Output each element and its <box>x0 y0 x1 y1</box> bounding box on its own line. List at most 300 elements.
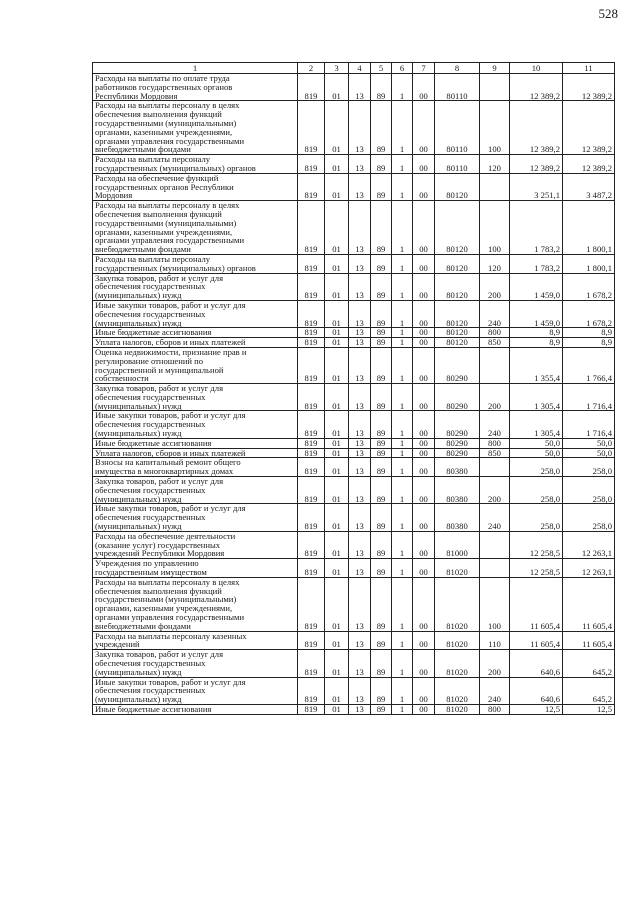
code-section-cell: 01 <box>325 677 349 704</box>
row-name-cell: Закупка товаров, работ и услуг для обеспечения государственных (муниципальных) нужд <box>93 477 298 504</box>
row-name-cell: Взносы на капитальный ремонт общего имущества в многоквартирных домах <box>93 458 298 477</box>
row-name-cell: Уплата налогов, сборов и иных платежей <box>93 448 298 458</box>
amount-year-2-cell: 12 389,2 <box>563 101 615 155</box>
row-name-cell: Иные бюджетные ассигнования <box>93 704 298 714</box>
table-header-row <box>93 63 615 74</box>
code-type-cell: 100 <box>480 577 510 631</box>
code-subprogram-cell: 1 <box>392 74 413 101</box>
amount-year-2-cell: 50,0 <box>563 448 615 458</box>
code-direction-cell: 00 <box>413 254 435 273</box>
amount-year-1-cell: 12 389,2 <box>510 74 563 101</box>
code-type-cell: 120 <box>480 155 510 174</box>
row-name-cell: Закупка товаров, работ и услуг для обеспечения государственных (муниципальных) нужд <box>93 273 298 300</box>
row-name-cell: Иные закупки товаров, работ и услуг для обеспечения государственных (муниципальных) нужд <box>93 677 298 704</box>
code-program-cell: 89 <box>371 411 392 438</box>
code-expense-cell: 80380 <box>435 504 480 531</box>
code-subprogram-cell: 1 <box>392 704 413 714</box>
row-name-cell: Уплата налогов, сборов и иных платежей <box>93 338 298 348</box>
code-expense-cell: 80120 <box>435 173 480 200</box>
amount-year-2-cell: 645,2 <box>563 650 615 677</box>
code-expense-cell: 81020 <box>435 559 480 578</box>
amount-year-2-cell: 12 389,2 <box>563 74 615 101</box>
code-type-cell: 100 <box>480 201 510 255</box>
amount-year-2-cell: 11 605,4 <box>563 577 615 631</box>
code-section-cell: 01 <box>325 704 349 714</box>
code-direction-cell: 00 <box>413 438 435 448</box>
amount-year-2-cell: 258,0 <box>563 477 615 504</box>
table-row <box>93 384 615 411</box>
code-expense-cell: 80120 <box>435 254 480 273</box>
code-admin-cell: 819 <box>298 328 325 338</box>
code-section-cell: 01 <box>325 577 349 631</box>
header-cell: 2 <box>298 63 325 74</box>
code-admin-cell: 819 <box>298 577 325 631</box>
table-row <box>93 300 615 327</box>
code-program-cell: 89 <box>371 74 392 101</box>
code-admin-cell: 819 <box>298 155 325 174</box>
amount-year-2-cell: 1 678,2 <box>563 273 615 300</box>
code-subsection-cell: 13 <box>349 477 371 504</box>
code-subsection-cell: 13 <box>349 677 371 704</box>
code-admin-cell: 819 <box>298 438 325 448</box>
row-name-cell: Иные бюджетные ассигнования <box>93 438 298 448</box>
code-admin-cell: 819 <box>298 477 325 504</box>
code-expense-cell: 80110 <box>435 155 480 174</box>
code-type-cell: 100 <box>480 101 510 155</box>
amount-year-1-cell: 258,0 <box>510 458 563 477</box>
row-name-cell: Расходы на выплаты персоналу в целях обеспечения выполнения функций государственными (муниципальными) органами, казенными учреждениями, органами управления государственными внебюджетными фондами <box>93 101 298 155</box>
code-program-cell: 89 <box>371 338 392 348</box>
code-section-cell: 01 <box>325 458 349 477</box>
amount-year-1-cell: 640,6 <box>510 677 563 704</box>
code-type-cell <box>480 173 510 200</box>
amount-year-2-cell: 1 800,1 <box>563 254 615 273</box>
code-expense-cell: 80290 <box>435 411 480 438</box>
code-direction-cell: 00 <box>413 347 435 383</box>
table-row <box>93 338 615 348</box>
code-subprogram-cell: 1 <box>392 384 413 411</box>
code-section-cell: 01 <box>325 300 349 327</box>
amount-year-1-cell: 1 783,2 <box>510 201 563 255</box>
code-subprogram-cell: 1 <box>392 101 413 155</box>
table-row <box>93 101 615 155</box>
amount-year-2-cell: 12 263,1 <box>563 531 615 558</box>
row-name-cell: Иные закупки товаров, работ и услуг для обеспечения государственных (муниципальных) нужд <box>93 411 298 438</box>
code-subprogram-cell: 1 <box>392 328 413 338</box>
code-direction-cell: 00 <box>413 155 435 174</box>
code-subsection-cell: 13 <box>349 577 371 631</box>
code-type-cell: 240 <box>480 677 510 704</box>
code-section-cell: 01 <box>325 155 349 174</box>
code-direction-cell: 00 <box>413 101 435 155</box>
code-subprogram-cell: 1 <box>392 173 413 200</box>
code-type-cell: 240 <box>480 300 510 327</box>
amount-year-2-cell: 258,0 <box>563 504 615 531</box>
code-subsection-cell: 13 <box>349 438 371 448</box>
code-subprogram-cell: 1 <box>392 411 413 438</box>
code-type-cell: 240 <box>480 504 510 531</box>
code-expense-cell: 80290 <box>435 448 480 458</box>
code-type-cell <box>480 458 510 477</box>
amount-year-1-cell: 1 459,0 <box>510 300 563 327</box>
code-program-cell: 89 <box>371 201 392 255</box>
amount-year-2-cell: 645,2 <box>563 677 615 704</box>
row-name-cell: Расходы на выплаты по оплате труда работников государственных органов Республики Мордовия <box>93 74 298 101</box>
row-name-cell: Иные закупки товаров, работ и услуг для обеспечения государственных (муниципальных) нужд <box>93 504 298 531</box>
code-type-cell: 120 <box>480 254 510 273</box>
code-section-cell: 01 <box>325 347 349 383</box>
code-program-cell: 89 <box>371 101 392 155</box>
row-name-cell: Расходы на выплаты персоналу государственных (муниципальных) органов <box>93 254 298 273</box>
code-program-cell: 89 <box>371 477 392 504</box>
code-program-cell: 89 <box>371 273 392 300</box>
code-section-cell: 01 <box>325 411 349 438</box>
code-type-cell: 240 <box>480 411 510 438</box>
code-expense-cell: 81020 <box>435 704 480 714</box>
code-direction-cell: 00 <box>413 531 435 558</box>
code-subprogram-cell: 1 <box>392 438 413 448</box>
code-subprogram-cell: 1 <box>392 300 413 327</box>
code-type-cell: 800 <box>480 438 510 448</box>
amount-year-1-cell: 12,5 <box>510 704 563 714</box>
amount-year-1-cell: 50,0 <box>510 448 563 458</box>
code-type-cell <box>480 531 510 558</box>
code-subsection-cell: 13 <box>349 173 371 200</box>
row-name-cell: Расходы на выплаты персоналу в целях обеспечения выполнения функций государственными (муниципальными) органами, казенными учреждениями, органами управления государственными внебюджетными фондами <box>93 201 298 255</box>
code-program-cell: 89 <box>371 458 392 477</box>
code-admin-cell: 819 <box>298 300 325 327</box>
code-type-cell: 850 <box>480 448 510 458</box>
code-subsection-cell: 13 <box>349 384 371 411</box>
code-program-cell: 89 <box>371 384 392 411</box>
code-admin-cell: 819 <box>298 201 325 255</box>
code-program-cell: 89 <box>371 577 392 631</box>
amount-year-2-cell: 11 605,4 <box>563 631 615 650</box>
code-subprogram-cell: 1 <box>392 338 413 348</box>
code-type-cell: 200 <box>480 384 510 411</box>
code-admin-cell: 819 <box>298 411 325 438</box>
code-direction-cell: 00 <box>413 173 435 200</box>
code-subsection-cell: 13 <box>349 411 371 438</box>
row-name-cell: Расходы на обеспечение деятельности (оказание услуг) государственных учреждений Республики Мордовия <box>93 531 298 558</box>
amount-year-1-cell: 640,6 <box>510 650 563 677</box>
code-subsection-cell: 13 <box>349 338 371 348</box>
code-section-cell: 01 <box>325 338 349 348</box>
table-row <box>93 477 615 504</box>
code-type-cell: 110 <box>480 631 510 650</box>
code-program-cell: 89 <box>371 531 392 558</box>
code-admin-cell: 819 <box>298 650 325 677</box>
code-subprogram-cell: 1 <box>392 155 413 174</box>
code-admin-cell: 819 <box>298 559 325 578</box>
code-expense-cell: 80110 <box>435 101 480 155</box>
amount-year-2-cell: 50,0 <box>563 438 615 448</box>
code-subprogram-cell: 1 <box>392 273 413 300</box>
code-program-cell: 89 <box>371 173 392 200</box>
header-cell: 11 <box>563 63 615 74</box>
code-expense-cell: 80120 <box>435 300 480 327</box>
amount-year-2-cell: 3 487,2 <box>563 173 615 200</box>
code-expense-cell: 80120 <box>435 328 480 338</box>
code-subsection-cell: 13 <box>349 254 371 273</box>
amount-year-1-cell: 11 605,4 <box>510 577 563 631</box>
code-subprogram-cell: 1 <box>392 577 413 631</box>
code-subsection-cell: 13 <box>349 559 371 578</box>
code-direction-cell: 00 <box>413 677 435 704</box>
code-subprogram-cell: 1 <box>392 458 413 477</box>
code-section-cell: 01 <box>325 328 349 338</box>
amount-year-2-cell: 8,9 <box>563 338 615 348</box>
code-subsection-cell: 13 <box>349 631 371 650</box>
header-cell: 6 <box>392 63 413 74</box>
amount-year-1-cell: 1 355,4 <box>510 347 563 383</box>
code-section-cell: 01 <box>325 101 349 155</box>
table-row <box>93 155 615 174</box>
amount-year-2-cell: 8,9 <box>563 328 615 338</box>
row-name-cell: Расходы на выплаты персоналу казенных учреждений <box>93 631 298 650</box>
code-program-cell: 89 <box>371 631 392 650</box>
row-name-cell: Учреждения по управлению государственным имуществом <box>93 559 298 578</box>
code-direction-cell: 00 <box>413 273 435 300</box>
code-direction-cell: 00 <box>413 201 435 255</box>
code-subsection-cell: 13 <box>349 101 371 155</box>
amount-year-1-cell: 12 389,2 <box>510 101 563 155</box>
code-admin-cell: 819 <box>298 273 325 300</box>
code-section-cell: 01 <box>325 273 349 300</box>
code-type-cell <box>480 347 510 383</box>
code-direction-cell: 00 <box>413 384 435 411</box>
table-row <box>93 347 615 383</box>
code-type-cell: 800 <box>480 704 510 714</box>
code-subprogram-cell: 1 <box>392 477 413 504</box>
code-subsection-cell: 13 <box>349 448 371 458</box>
code-admin-cell: 819 <box>298 74 325 101</box>
code-subsection-cell: 13 <box>349 201 371 255</box>
amount-year-1-cell: 1 459,0 <box>510 273 563 300</box>
row-name-cell: Расходы на выплаты персоналу государственных (муниципальных) органов <box>93 155 298 174</box>
code-subprogram-cell: 1 <box>392 677 413 704</box>
code-subsection-cell: 13 <box>349 328 371 338</box>
table-row <box>93 74 615 101</box>
code-admin-cell: 819 <box>298 504 325 531</box>
row-name-cell: Расходы на обеспечение функций государственных органов Республики Мордовия <box>93 173 298 200</box>
code-program-cell: 89 <box>371 704 392 714</box>
header-cell: 4 <box>349 63 371 74</box>
code-expense-cell: 80120 <box>435 201 480 255</box>
amount-year-1-cell: 12 258,5 <box>510 531 563 558</box>
code-program-cell: 89 <box>371 650 392 677</box>
code-admin-cell: 819 <box>298 173 325 200</box>
code-subsection-cell: 13 <box>349 504 371 531</box>
code-expense-cell: 80380 <box>435 458 480 477</box>
code-program-cell: 89 <box>371 328 392 338</box>
amount-year-1-cell: 1 305,4 <box>510 411 563 438</box>
code-type-cell <box>480 74 510 101</box>
table-row <box>93 328 615 338</box>
code-admin-cell: 819 <box>298 254 325 273</box>
row-name-cell: Закупка товаров, работ и услуг для обеспечения государственных (муниципальных) нужд <box>93 650 298 677</box>
amount-year-2-cell: 258,0 <box>563 458 615 477</box>
code-program-cell: 89 <box>371 559 392 578</box>
code-subsection-cell: 13 <box>349 300 371 327</box>
code-admin-cell: 819 <box>298 448 325 458</box>
code-section-cell: 01 <box>325 173 349 200</box>
code-direction-cell: 00 <box>413 631 435 650</box>
code-admin-cell: 819 <box>298 384 325 411</box>
code-subprogram-cell: 1 <box>392 531 413 558</box>
code-type-cell: 200 <box>480 477 510 504</box>
page-number: 528 <box>598 6 618 21</box>
code-subprogram-cell: 1 <box>392 201 413 255</box>
table-row <box>93 704 615 714</box>
code-type-cell <box>480 559 510 578</box>
code-type-cell: 200 <box>480 650 510 677</box>
table-row <box>93 559 615 578</box>
code-direction-cell: 00 <box>413 300 435 327</box>
code-subsection-cell: 13 <box>349 458 371 477</box>
code-section-cell: 01 <box>325 201 349 255</box>
amount-year-1-cell: 11 605,4 <box>510 631 563 650</box>
code-admin-cell: 819 <box>298 631 325 650</box>
code-expense-cell: 81020 <box>435 650 480 677</box>
code-program-cell: 89 <box>371 155 392 174</box>
code-expense-cell: 80290 <box>435 347 480 383</box>
code-subsection-cell: 13 <box>349 155 371 174</box>
code-direction-cell: 00 <box>413 559 435 578</box>
table-row <box>93 650 615 677</box>
code-direction-cell: 00 <box>413 704 435 714</box>
table-row <box>93 173 615 200</box>
code-expense-cell: 80110 <box>435 74 480 101</box>
code-section-cell: 01 <box>325 448 349 458</box>
table-row <box>93 677 615 704</box>
amount-year-1-cell: 8,9 <box>510 328 563 338</box>
amount-year-2-cell: 1 678,2 <box>563 300 615 327</box>
header-cell: 3 <box>325 63 349 74</box>
code-expense-cell: 80290 <box>435 438 480 448</box>
code-subprogram-cell: 1 <box>392 631 413 650</box>
code-direction-cell: 00 <box>413 504 435 531</box>
code-expense-cell: 80120 <box>435 338 480 348</box>
code-admin-cell: 819 <box>298 101 325 155</box>
code-direction-cell: 00 <box>413 477 435 504</box>
code-subprogram-cell: 1 <box>392 448 413 458</box>
row-name-cell: Оценка недвижимости, признание прав и регулирование отношений по государственной и муниципальной собственности <box>93 347 298 383</box>
code-section-cell: 01 <box>325 254 349 273</box>
code-program-cell: 89 <box>371 254 392 273</box>
amount-year-2-cell: 12,5 <box>563 704 615 714</box>
row-name-cell: Иные закупки товаров, работ и услуг для обеспечения государственных (муниципальных) нужд <box>93 300 298 327</box>
table-row <box>93 273 615 300</box>
code-admin-cell: 819 <box>298 338 325 348</box>
code-expense-cell: 80120 <box>435 273 480 300</box>
table-row <box>93 504 615 531</box>
code-direction-cell: 00 <box>413 411 435 438</box>
code-direction-cell: 00 <box>413 650 435 677</box>
amount-year-1-cell: 1 305,4 <box>510 384 563 411</box>
code-subsection-cell: 13 <box>349 347 371 383</box>
amount-year-1-cell: 258,0 <box>510 477 563 504</box>
code-subprogram-cell: 1 <box>392 504 413 531</box>
code-admin-cell: 819 <box>298 458 325 477</box>
code-expense-cell: 81020 <box>435 677 480 704</box>
code-section-cell: 01 <box>325 384 349 411</box>
amount-year-1-cell: 12 258,5 <box>510 559 563 578</box>
code-direction-cell: 00 <box>413 338 435 348</box>
amount-year-1-cell: 50,0 <box>510 438 563 448</box>
code-program-cell: 89 <box>371 677 392 704</box>
code-section-cell: 01 <box>325 531 349 558</box>
code-expense-cell: 81000 <box>435 531 480 558</box>
header-cell: 9 <box>480 63 510 74</box>
table-row <box>93 438 615 448</box>
code-subprogram-cell: 1 <box>392 559 413 578</box>
code-expense-cell: 80290 <box>435 384 480 411</box>
code-section-cell: 01 <box>325 438 349 448</box>
code-program-cell: 89 <box>371 504 392 531</box>
code-type-cell: 850 <box>480 338 510 348</box>
code-type-cell: 200 <box>480 273 510 300</box>
row-name-cell: Расходы на выплаты персоналу в целях обеспечения выполнения функций государственными (муниципальными) органами, казенными учреждениями, органами управления государственными внебюджетными фондами <box>93 577 298 631</box>
code-admin-cell: 819 <box>298 531 325 558</box>
code-admin-cell: 819 <box>298 347 325 383</box>
code-type-cell: 800 <box>480 328 510 338</box>
code-section-cell: 01 <box>325 504 349 531</box>
amount-year-2-cell: 1 800,1 <box>563 201 615 255</box>
amount-year-1-cell: 8,9 <box>510 338 563 348</box>
code-subsection-cell: 13 <box>349 273 371 300</box>
code-expense-cell: 81020 <box>435 631 480 650</box>
row-name-cell: Иные бюджетные ассигнования <box>93 328 298 338</box>
code-direction-cell: 00 <box>413 448 435 458</box>
code-subprogram-cell: 1 <box>392 347 413 383</box>
code-subsection-cell: 13 <box>349 74 371 101</box>
header-cell: 8 <box>435 63 480 74</box>
code-program-cell: 89 <box>371 448 392 458</box>
code-direction-cell: 00 <box>413 458 435 477</box>
code-admin-cell: 819 <box>298 704 325 714</box>
amount-year-2-cell: 12 389,2 <box>563 155 615 174</box>
code-program-cell: 89 <box>371 347 392 383</box>
amount-year-2-cell: 1 766,4 <box>563 347 615 383</box>
code-section-cell: 01 <box>325 559 349 578</box>
table-row <box>93 577 615 631</box>
header-cell: 10 <box>510 63 563 74</box>
code-expense-cell: 81020 <box>435 577 480 631</box>
amount-year-1-cell: 258,0 <box>510 504 563 531</box>
code-section-cell: 01 <box>325 650 349 677</box>
amount-year-1-cell: 3 251,1 <box>510 173 563 200</box>
code-subprogram-cell: 1 <box>392 650 413 677</box>
code-direction-cell: 00 <box>413 74 435 101</box>
amount-year-1-cell: 12 389,2 <box>510 155 563 174</box>
code-subsection-cell: 13 <box>349 650 371 677</box>
code-section-cell: 01 <box>325 74 349 101</box>
header-cell: 7 <box>413 63 435 74</box>
budget-table <box>92 62 615 715</box>
code-direction-cell: 00 <box>413 328 435 338</box>
table-row <box>93 458 615 477</box>
table-row <box>93 411 615 438</box>
amount-year-1-cell: 1 783,2 <box>510 254 563 273</box>
amount-year-2-cell: 1 716,4 <box>563 411 615 438</box>
code-section-cell: 01 <box>325 477 349 504</box>
table-row <box>93 201 615 255</box>
code-program-cell: 89 <box>371 438 392 448</box>
code-expense-cell: 80380 <box>435 477 480 504</box>
code-subsection-cell: 13 <box>349 704 371 714</box>
code-program-cell: 89 <box>371 300 392 327</box>
